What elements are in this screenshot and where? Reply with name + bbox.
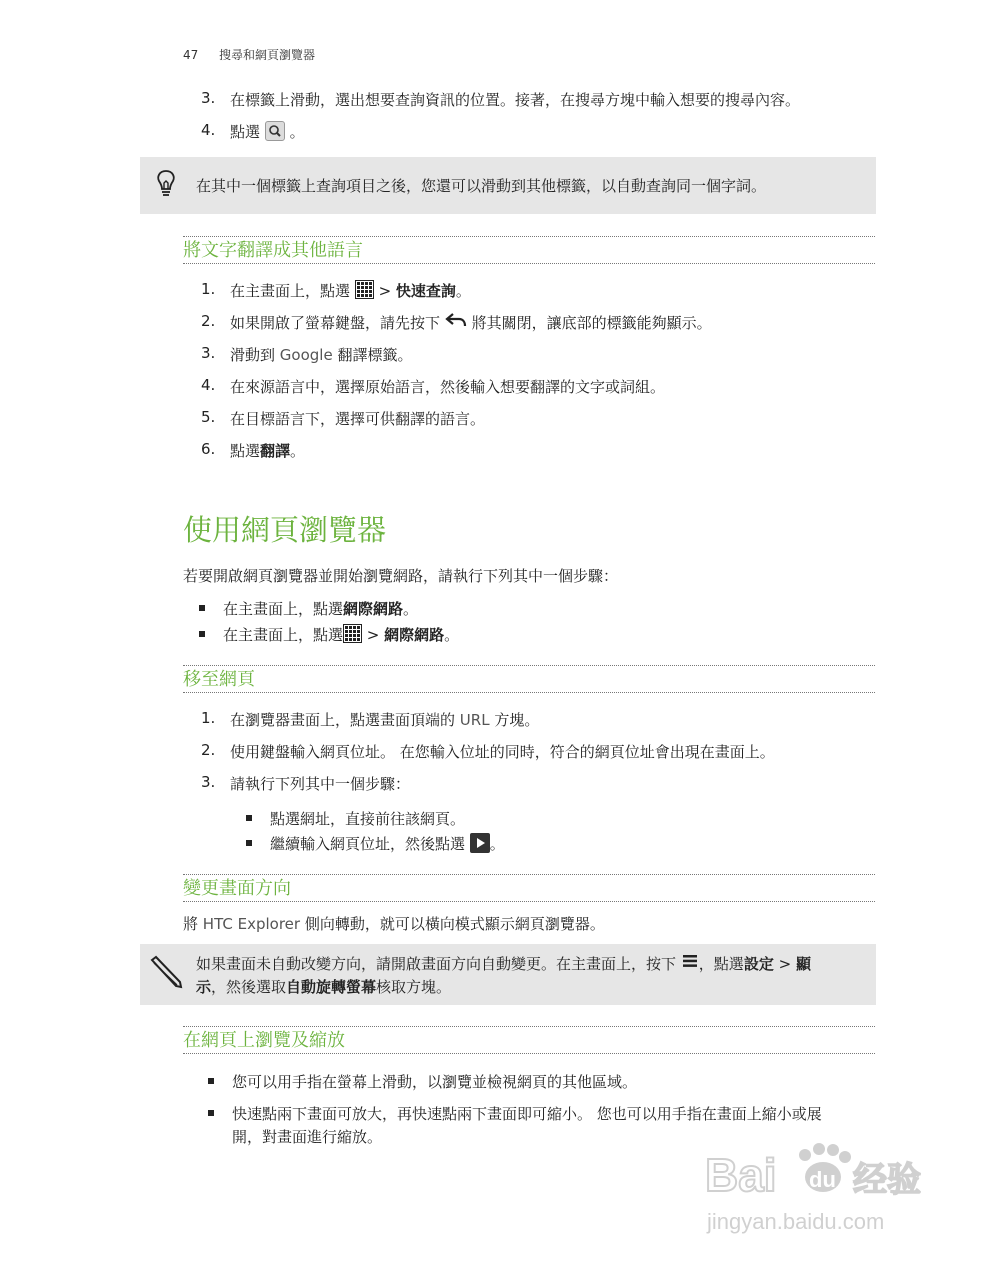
step-number: 4. bbox=[201, 121, 216, 139]
step-text: 如果開啟了螢幕鍵盤，請先按下 將其關閉，讓底部的標籤能夠顯示。 bbox=[230, 312, 712, 334]
list-item: 您可以用手指在螢幕上滑動，以瀏覽並檢視網頁的其他區域。 bbox=[208, 1071, 637, 1092]
chapter-title: 搜尋和網頁瀏覽器 bbox=[219, 48, 316, 62]
orientation-text: 將 HTC Explorer 側向轉動，就可以橫向模式顯示網頁瀏覽器。 bbox=[183, 915, 605, 933]
section-heading-orientation: 變更畫面方向 bbox=[183, 874, 875, 902]
list-item: 點選網址，直接前往該網頁。 bbox=[246, 808, 465, 829]
back-arrow-icon bbox=[445, 312, 467, 332]
search-icon bbox=[265, 121, 285, 141]
baidu-watermark bbox=[705, 1141, 945, 1241]
lightbulb-icon bbox=[154, 169, 178, 205]
section-heading-zoom: 在網頁上瀏覽及縮放 bbox=[183, 1026, 875, 1054]
step-text: 點選 。 bbox=[230, 121, 305, 143]
watermark-url: jingyan.baidu.com bbox=[707, 1209, 885, 1234]
pencil-icon bbox=[148, 954, 184, 994]
play-icon bbox=[470, 833, 490, 853]
note-line: 如果畫面未自動改變方向，請開啟畫面方向自動變更。在主畫面上，按下 ，點選設定 > 顯 bbox=[196, 952, 811, 977]
svg-text:du: du bbox=[809, 1167, 836, 1192]
step-text: 點選翻譯。 bbox=[230, 442, 306, 460]
list-item: 快速點兩下畫面可放大，再快速點兩下畫面即可縮小。 您也可以用手指在畫面上縮小或展 bbox=[208, 1103, 822, 1124]
step-text: 在目標語言下，選擇可供翻譯的語言。 bbox=[230, 410, 486, 428]
page-section-title: 使用網頁瀏覽器 bbox=[183, 513, 387, 547]
step-text: 滑動到 Google 翻譯標籤。 bbox=[230, 346, 413, 364]
step-number: 3. bbox=[201, 773, 216, 791]
section-heading-translate: 將文字翻譯成其他語言 bbox=[183, 236, 875, 264]
step-text: 請執行下列其中一個步驟： bbox=[230, 775, 411, 793]
step-text: 在標籤上滑動，選出想要查詢資訊的位置。接著，在搜尋方塊中輸入想要的搜尋內容。 bbox=[230, 91, 801, 109]
list-item: 繼續輸入網頁位址，然後點選 。 bbox=[246, 833, 505, 855]
step-number: 1. bbox=[201, 709, 216, 727]
step-number: 3. bbox=[201, 344, 216, 362]
list-item: 在主畫面上，點選 > 網際網路。 bbox=[199, 624, 459, 645]
step-number: 4. bbox=[201, 376, 216, 394]
step-text: 在來源語言中，選擇原始語言，然後輸入想要翻譯的文字或詞組。 bbox=[230, 378, 666, 396]
step-number: 5. bbox=[201, 408, 216, 426]
list-item-continuation: 開，對畫面進行縮放。 bbox=[232, 1128, 383, 1146]
orientation-note bbox=[140, 944, 876, 1005]
svg-text:经验: 经验 bbox=[853, 1160, 921, 1200]
section-heading-goto: 移至網頁 bbox=[183, 665, 875, 693]
step-text: 在瀏覽器畫面上，點選畫面頂端的 URL 方塊。 bbox=[230, 711, 540, 729]
page-header bbox=[183, 46, 315, 63]
intro-text: 若要開啟網頁瀏覽器並開始瀏覽網路，請執行下列其中一個步驟： bbox=[183, 567, 619, 585]
step-number: 3. bbox=[201, 89, 216, 107]
step-number: 6. bbox=[201, 440, 216, 458]
step-text: 使用鍵盤輸入網頁位址。 在您輸入位址的同時，符合的網頁位址會出現在畫面上。 bbox=[230, 743, 775, 761]
all-apps-icon bbox=[343, 624, 362, 643]
step-number: 2. bbox=[201, 741, 216, 759]
step-number: 1. bbox=[201, 280, 216, 298]
step-number: 2. bbox=[201, 312, 216, 330]
menu-icon bbox=[681, 951, 699, 975]
step-text: 在主畫面上，點選 > 快速查詢。 bbox=[230, 282, 471, 300]
tip-text: 在其中一個標籤上查詢項目之後，您還可以滑動到其他標籤，以自動查詢同一個字詞。 bbox=[196, 177, 767, 195]
all-apps-icon bbox=[355, 280, 374, 299]
note-line: 示，然後選取自動旋轉螢幕核取方塊。 bbox=[196, 978, 452, 996]
list-item: 在主畫面上，點選網際網路。 bbox=[199, 598, 418, 619]
paw-icon bbox=[799, 1143, 851, 1192]
svg-text:Bai: Bai bbox=[705, 1149, 777, 1201]
page-number: 47 bbox=[183, 48, 199, 62]
tip-note bbox=[140, 157, 876, 214]
